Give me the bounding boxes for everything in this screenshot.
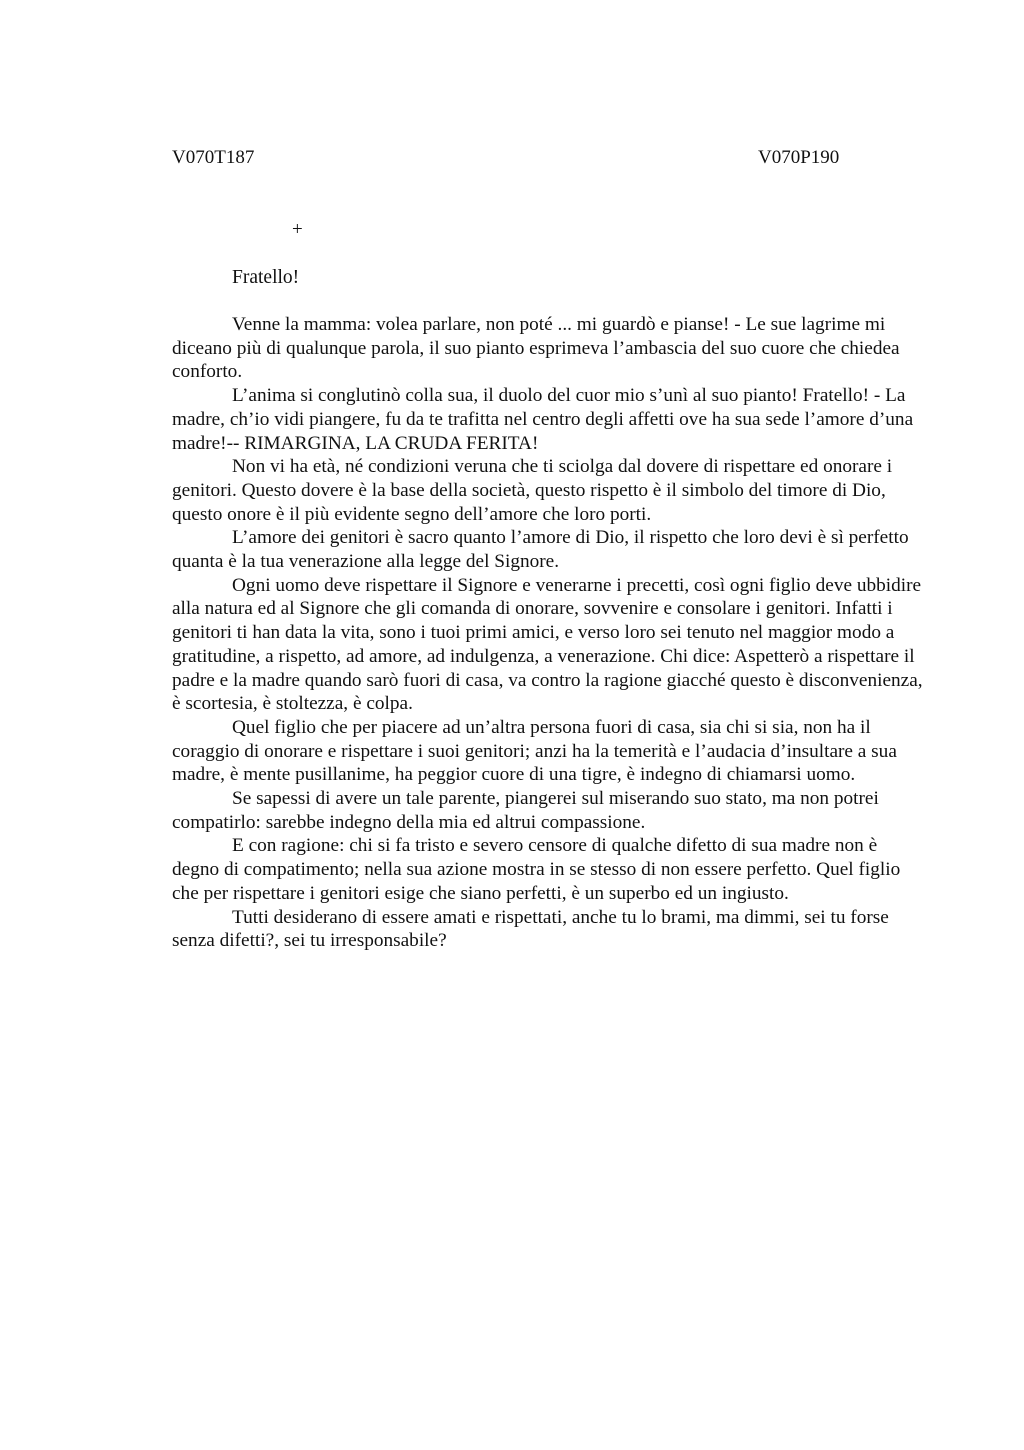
- letter-body: [172, 313, 928, 953]
- paragraph: Se sapessi di avere un tale parente, piangerei sul miserando suo stato, ma non potrei compatirlo: sarebbe indegno della mia ed altrui compassione.: [172, 788, 879, 833]
- paragraph: Tutti desiderano di essere amati e rispettati, anche tu lo brami, ma dimmi, sei tu forse senza difetti?, sei tu irresponsabile?: [172, 906, 889, 952]
- paragraph: L’amore dei genitori è sacro quanto l’amore di Dio, il rispetto che loro devi è sì perfetto quanta è la tua venerazione alla legge del Signore.: [172, 527, 909, 573]
- paragraph: Ogni uomo deve rispettare il Signore e venerarne i precetti, così ogni figlio deve ubbidire alla natura ed al Signore che gli comanda di onorare, sovvenire e consolare i genitori. Infatti i genitori ti han data la vita, sono i tuoi primi amici, e verso loro sei tenuto nel maggior modo a gratitudine, a rispetto, ad amore, ad indulgenza, a venerazione. Chi dice: Aspetterò a rispettare il padre e la madre quando sarò fuori di casa, va contro la ragione giacché questo è disconvenienza, è scortesia, è stoltezza, è colpa.: [172, 574, 923, 715]
- salutation: Fratello!: [232, 267, 300, 288]
- paragraph: L’anima si conglutinò colla sua, il duolo del cuor mio s’unì al suo pianto! Fratello! - La madre, ch’io vidi piangere, fu da te trafitta nel centro degli affetti ove ha sua sede l’amore d’una madre!-- RIMARGINA, LA CRUDA FERITA!: [172, 385, 914, 454]
- paragraph: Quel figlio che per piacere ad un’altra persona fuori di casa, sia chi si sia, non ha il coraggio di onorare e rispettare i suoi genitori; anzi ha la temerità e l’audacia d’insultare a sua madre, è mente pusillanime, ha peggior cuore di una tigre, è indegno di chiamarsi uomo.: [172, 716, 897, 786]
- document-code-left: V070T187: [172, 147, 255, 168]
- paragraph: E con ragione: chi si fa tristo e severo censore di qualche difetto di sua madre non è degno di compatimento; nella sua azione mostra in se stesso di non essere perfetto. Quel figlio che per rispettare i genitori esige che siano perfetti, è un superbo ed un ingiusto.: [172, 835, 901, 904]
- document-code-right: V070P190: [758, 147, 840, 168]
- cross-mark: +: [292, 219, 303, 240]
- paragraph: Venne la mamma: volea parlare, non poté ... mi guardò e pianse! - Le sue lagrime mi diceano più di qualunque parola, il suo pianto esprimeva l’ambascia del suo cuore che chiedea conforto.: [172, 314, 900, 383]
- paragraph: Non vi ha età, né condizioni veruna che ti sciolga dal dovere di rispettare ed onorare i genitori. Questo dovere è la base della società, questo rispetto è il simbolo del timore di Dio, questo onore è il più evidente segno dell’amore che loro porti.: [172, 456, 893, 525]
